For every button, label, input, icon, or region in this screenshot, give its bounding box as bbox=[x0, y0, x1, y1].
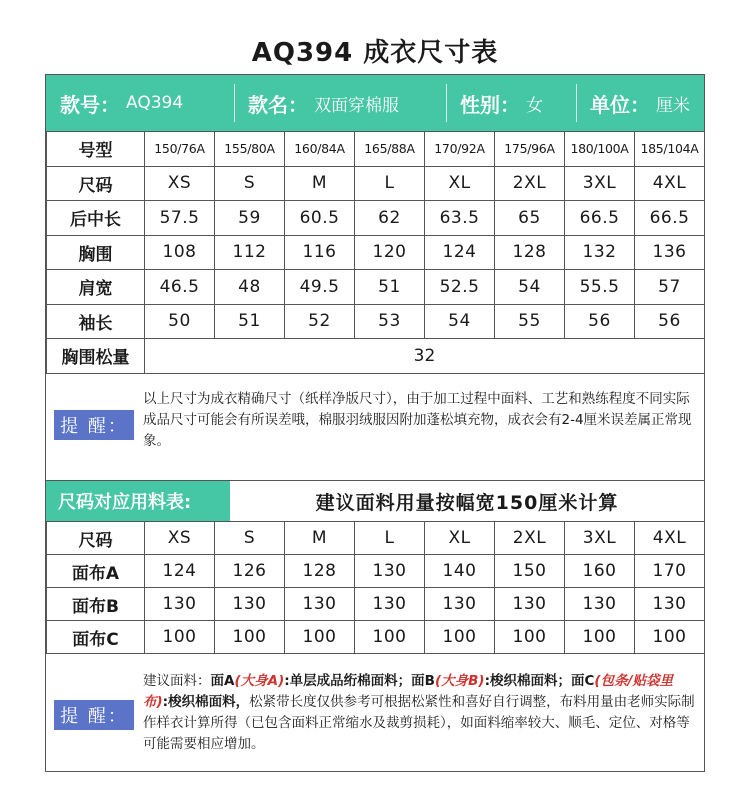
table-cell: XS bbox=[145, 166, 215, 201]
table-cell: 2XL bbox=[495, 522, 565, 555]
table-cell: 185/104A bbox=[635, 132, 705, 167]
table-cell: 120 bbox=[355, 235, 425, 270]
row-label: 面布B bbox=[47, 588, 145, 621]
table-cell: 54 bbox=[425, 304, 495, 339]
table-cell: 66.5 bbox=[565, 201, 635, 236]
table-cell: 124 bbox=[145, 555, 215, 588]
tip-badge: 提 醒： bbox=[54, 410, 134, 440]
table-cell: XS bbox=[145, 522, 215, 555]
table-cell: XL bbox=[425, 166, 495, 201]
table-cell: 4XL bbox=[635, 166, 705, 201]
fabric-c-text: :梭织棉面料， bbox=[162, 694, 250, 710]
table-cell: 52.5 bbox=[425, 270, 495, 305]
table-cell: 54 bbox=[495, 270, 565, 305]
note-text bbox=[143, 671, 696, 755]
table-cell: 108 bbox=[145, 235, 215, 270]
table-cell: 46.5 bbox=[145, 270, 215, 305]
table-cell: 160 bbox=[565, 555, 635, 588]
table-row bbox=[47, 621, 705, 654]
fabric-section-bar bbox=[46, 481, 704, 521]
name-label: 款名： bbox=[248, 92, 308, 117]
table-row bbox=[47, 270, 705, 305]
size-table bbox=[46, 131, 705, 374]
table-cell: 155/80A bbox=[215, 132, 285, 167]
table-cell: 55.5 bbox=[565, 270, 635, 305]
table-cell: 56 bbox=[565, 304, 635, 339]
size-chart-frame bbox=[45, 74, 705, 772]
fabric-c-highlight: (包条/贴袋里布) bbox=[143, 673, 674, 710]
table-cell: 100 bbox=[565, 621, 635, 654]
table-cell: 60.5 bbox=[285, 201, 355, 236]
table-cell: 165/88A bbox=[355, 132, 425, 167]
row-label: 号型 bbox=[47, 132, 145, 167]
table-cell: 51 bbox=[355, 270, 425, 305]
table-cell: XL bbox=[425, 522, 495, 555]
table-cell: 130 bbox=[145, 588, 215, 621]
table-cell: 59 bbox=[215, 201, 285, 236]
fabric-section-label: 尺码对应用料表: bbox=[46, 481, 230, 521]
row-label: 袖长 bbox=[47, 304, 145, 339]
table-cell: 100 bbox=[425, 621, 495, 654]
table-cell: 66.5 bbox=[635, 201, 705, 236]
note-rest: 松紧带长度仅供参考可根据松紧性和喜好自行调整，布料用量由老师实际制作样衣计算所得（已包含面料正常缩水及裁剪损耗），如面料缩率较大、顺毛、定位、对格等可能需要相应增加。 bbox=[143, 694, 695, 752]
row-label: 后中长 bbox=[47, 201, 145, 236]
gender-value: 女 bbox=[526, 95, 543, 116]
table-cell: 140 bbox=[425, 555, 495, 588]
table-cell: 48 bbox=[215, 270, 285, 305]
row-label: 面布C bbox=[47, 621, 145, 654]
note-intro: 建议面料： bbox=[143, 673, 211, 689]
row-label: 胸围 bbox=[47, 235, 145, 270]
table-row bbox=[47, 235, 705, 270]
fabric-table bbox=[46, 521, 705, 654]
table-cell: 130 bbox=[355, 588, 425, 621]
style-no-value: AQ394 bbox=[126, 93, 184, 113]
page-title: AQ394 成衣尺寸表 bbox=[251, 38, 499, 68]
note-box-2 bbox=[46, 653, 704, 773]
chest-ease-row bbox=[47, 339, 705, 374]
table-cell: 150 bbox=[495, 555, 565, 588]
table-cell: S bbox=[215, 166, 285, 201]
info-bar bbox=[46, 75, 704, 131]
table-row bbox=[47, 522, 705, 555]
table-cell: 175/96A bbox=[495, 132, 565, 167]
table-cell: 2XL bbox=[495, 166, 565, 201]
table-cell: 124 bbox=[425, 235, 495, 270]
table-cell: 53 bbox=[355, 304, 425, 339]
table-cell: 170/92A bbox=[425, 132, 495, 167]
table-cell: 55 bbox=[495, 304, 565, 339]
table-cell: S bbox=[215, 522, 285, 555]
table-cell: 56 bbox=[635, 304, 705, 339]
table-cell: 130 bbox=[495, 588, 565, 621]
table-row bbox=[47, 588, 705, 621]
table-cell: 49.5 bbox=[285, 270, 355, 305]
table-cell: 100 bbox=[355, 621, 425, 654]
name-value: 双面穿棉服 bbox=[314, 95, 399, 116]
fabric-b-text: :梭织棉面料； bbox=[484, 673, 571, 689]
fabric-b-label: 面B bbox=[411, 673, 435, 689]
table-cell: 116 bbox=[285, 235, 355, 270]
row-label: 尺码 bbox=[47, 166, 145, 201]
table-row bbox=[47, 304, 705, 339]
table-cell: L bbox=[355, 522, 425, 555]
table-cell: M bbox=[285, 522, 355, 555]
table-cell: 132 bbox=[565, 235, 635, 270]
table-cell: 63.5 bbox=[425, 201, 495, 236]
fabric-b-highlight: (大身B) bbox=[434, 673, 485, 689]
table-cell: 130 bbox=[635, 588, 705, 621]
table-row bbox=[47, 201, 705, 236]
table-cell: L bbox=[355, 166, 425, 201]
fabric-c-label: 面C bbox=[571, 673, 595, 689]
fabric-a-label: 面A bbox=[210, 673, 235, 689]
chest-ease-value: 32 bbox=[145, 339, 705, 374]
style-no-label: 款号： bbox=[60, 92, 120, 117]
table-cell: 3XL bbox=[565, 522, 635, 555]
fabric-section-heading: 建议面料用量按幅宽150厘米计算 bbox=[315, 491, 619, 514]
table-cell: 65 bbox=[495, 201, 565, 236]
table-cell: 57 bbox=[635, 270, 705, 305]
table-cell: 50 bbox=[145, 304, 215, 339]
fabric-a-highlight: (大身A) bbox=[234, 673, 285, 689]
table-cell: 57.5 bbox=[145, 201, 215, 236]
note-box-1 bbox=[46, 375, 704, 481]
name-cell bbox=[234, 75, 446, 131]
row-label: 肩宽 bbox=[47, 270, 145, 305]
table-cell: 62 bbox=[355, 201, 425, 236]
row-label: 尺码 bbox=[47, 522, 145, 555]
table-cell: 3XL bbox=[565, 166, 635, 201]
row-label: 面布A bbox=[47, 555, 145, 588]
table-cell: 51 bbox=[215, 304, 285, 339]
table-cell: 100 bbox=[145, 621, 215, 654]
gender-label: 性别： bbox=[460, 92, 520, 117]
table-cell: 4XL bbox=[635, 522, 705, 555]
table-cell: 136 bbox=[635, 235, 705, 270]
table-cell: M bbox=[285, 166, 355, 201]
table-cell: 170 bbox=[635, 555, 705, 588]
unit-label: 单位： bbox=[590, 92, 650, 117]
table-cell: 130 bbox=[355, 555, 425, 588]
table-cell: 128 bbox=[495, 235, 565, 270]
chest-ease-label: 胸围松量 bbox=[47, 339, 145, 374]
fabric-a-text: :单层成品绗棉面料； bbox=[284, 673, 412, 689]
table-cell: 130 bbox=[565, 588, 635, 621]
style-no-cell bbox=[46, 75, 234, 131]
table-cell: 160/84A bbox=[285, 132, 355, 167]
table-cell: 112 bbox=[215, 235, 285, 270]
table-cell: 150/76A bbox=[145, 132, 215, 167]
table-cell: 130 bbox=[425, 588, 495, 621]
table-row bbox=[47, 166, 705, 201]
gender-cell bbox=[446, 75, 576, 131]
table-cell: 100 bbox=[215, 621, 285, 654]
unit-value: 厘米 bbox=[656, 95, 690, 116]
table-cell: 128 bbox=[285, 555, 355, 588]
table-cell: 52 bbox=[285, 304, 355, 339]
table-cell: 100 bbox=[635, 621, 705, 654]
table-cell: 130 bbox=[215, 588, 285, 621]
table-cell: 126 bbox=[215, 555, 285, 588]
unit-cell bbox=[576, 75, 704, 131]
table-cell: 130 bbox=[285, 588, 355, 621]
table-row bbox=[47, 555, 705, 588]
table-row bbox=[47, 132, 705, 167]
table-cell: 180/100A bbox=[565, 132, 635, 167]
table-cell: 100 bbox=[495, 621, 565, 654]
table-cell: 100 bbox=[285, 621, 355, 654]
tip-badge: 提 醒： bbox=[54, 700, 134, 730]
note-text: 以上尺寸为成衣精确尺寸（纸样净版尺寸），由于加工过程中面料、工艺和熟练程度不同实际成品尺寸可能会有所误差哦，棉服羽绒服因附加蓬松填充物，成衣会有2-4厘米误差属正常现象。 bbox=[143, 391, 692, 449]
